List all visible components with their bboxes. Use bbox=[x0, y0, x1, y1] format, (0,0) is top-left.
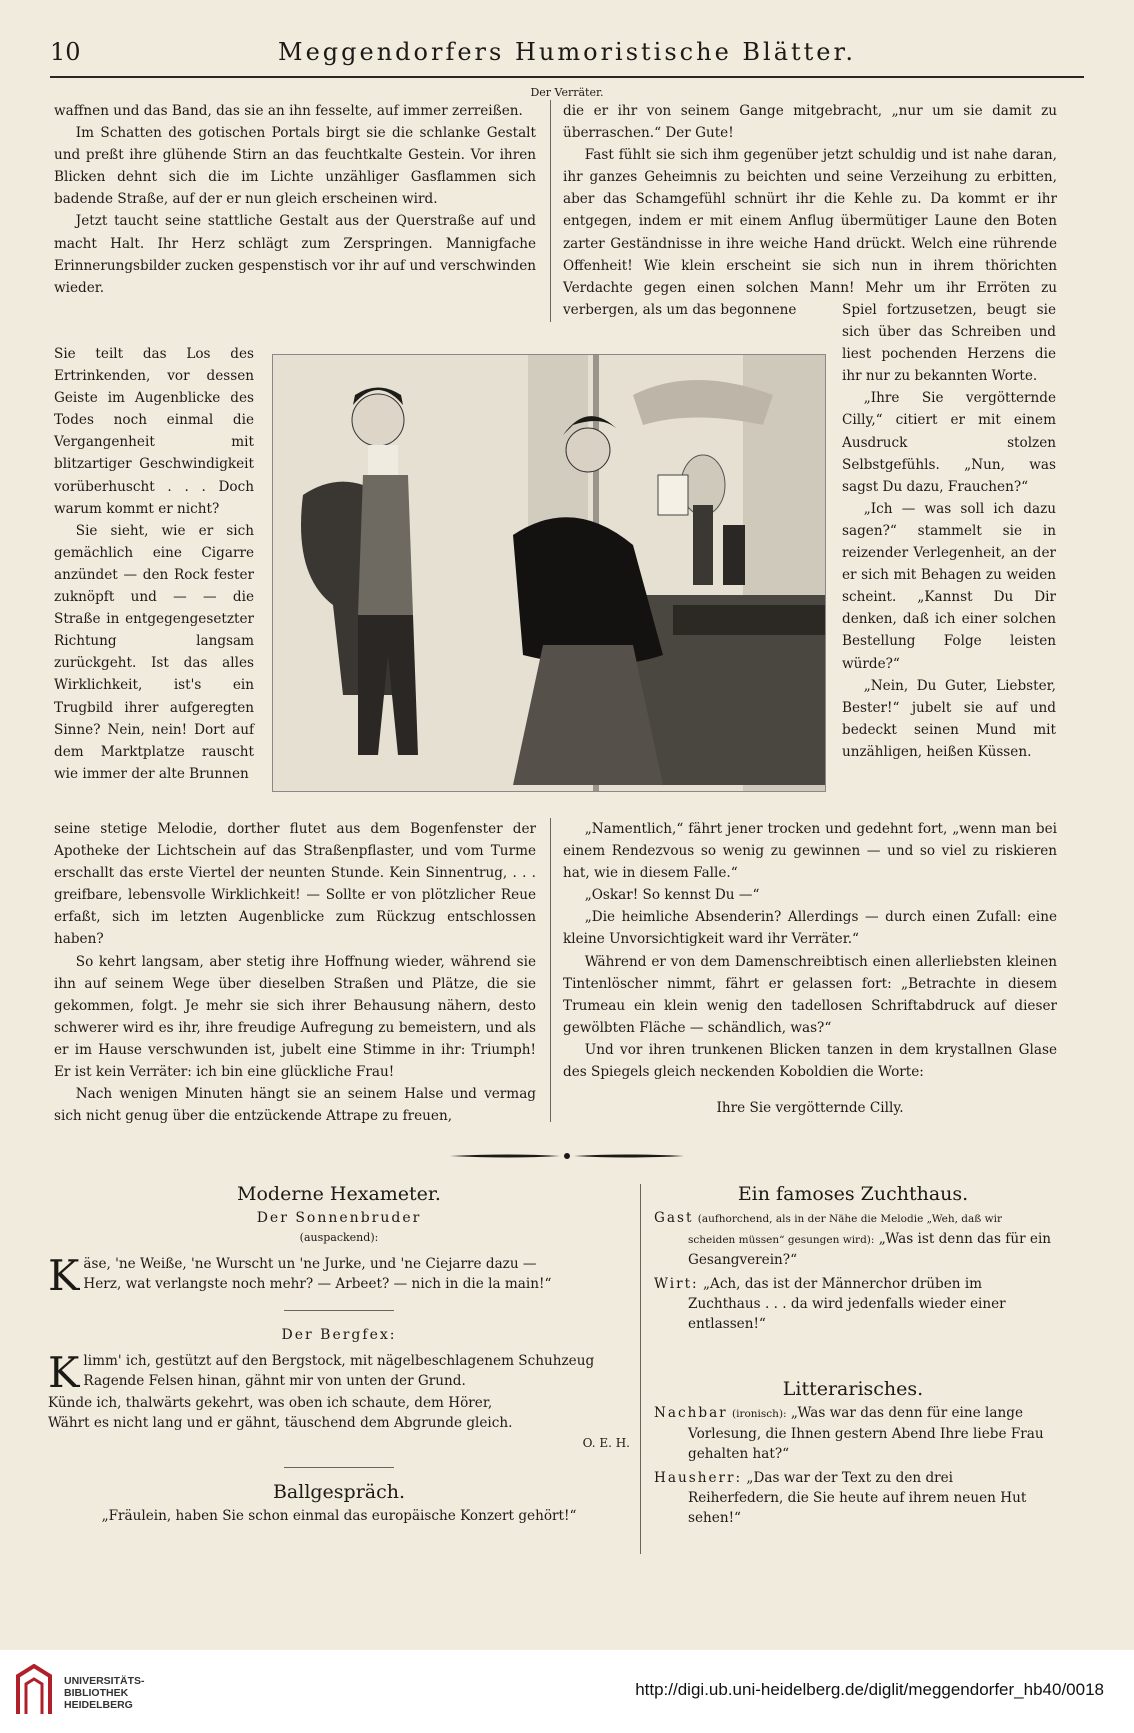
speaker-label: Wirt: bbox=[654, 1276, 699, 1292]
story-paragraph: So kehrt langsam, aber stetig ihre Hoffnung wieder, während sie ihn auf seinem Wege über dieselben Straßen und Plätze, die sie gekommen, folgt. Je mehr sie sich ihrer Behausung nähern, desto schwerer wird es ihr, ihre freudige Aufregung zu bemeistern, und als er im Hause verschwunden ist, jubelt eine Stimme in ihr: Triumph! Er ist kein Verräter: ich bin eine glückliche Frau! bbox=[54, 953, 536, 1081]
story-left-column bbox=[54, 100, 536, 299]
bergfex-verse bbox=[48, 1348, 630, 1433]
library-name-line: HEIDELBERG bbox=[64, 1699, 133, 1711]
story-paragraph: Fast fühlt sie sich ihm gegenüber jetzt schuldig und ist nahe daran, ihr ganzes Geheimnis zu beichten und seine Verzeihung zu erbitten, aber das Schamgefühl schnürt ihr die Kehle zu. Da kommt er ihr entgegen, indem er mit einem Anflug übermütiger Laune den Boten zarter Geständnisse in ihre weiche Hand drückt. Welch eine rührende Offenheit! Wie klein erscheint sie sich nun in ihrem thörichten Verdachte gegen einen solchen Mann! Mehr um ihr Erröten zu verbergen, als um das begonnene bbox=[563, 147, 1057, 318]
drop-cap: K bbox=[48, 1251, 80, 1300]
library-name-line: UNIVERSITÄTS- bbox=[64, 1675, 145, 1687]
hexameter-title: Moderne Hexameter. bbox=[237, 1183, 441, 1205]
verse-line: Währt es nicht lang und er gähnt, täuschend dem Abgrunde gleich. bbox=[48, 1415, 513, 1431]
sonnenbruder-note: (auspackend): bbox=[299, 1231, 379, 1244]
story-right-column bbox=[563, 100, 1057, 321]
zuchthaus-title: Ein famoses Zuchthaus. bbox=[737, 1183, 969, 1205]
story-paragraph: Während er von dem Damenschreibtisch einen allerliebsten kleinen Tintenlöscher nimmt, fährt er gelassen fort: „Betrachte in diesem Trumeau ein klein wenig den tadellosen Schriftabdruck auf dieser gewölbten Fläche — schändlich, was?“ bbox=[563, 953, 1057, 1036]
section-rule bbox=[284, 1310, 394, 1311]
page-number: 10 bbox=[50, 38, 81, 66]
verse-line: Künde ich, thalwärts gekehrt, was oben ich schaute, dem Hörer, bbox=[48, 1395, 493, 1411]
library-name bbox=[64, 1675, 145, 1711]
story-paragraph: Im Schatten des gotischen Portals birgt sie die schlanke Gestalt und preßt ihre glühende Stirn an das feuchtkalte Gestein. Vor ihren Blicken dehnt sich die im Lichte unzähliger Gasflammen sich badende Straße, auf der er nun gleich erscheinen wird. bbox=[54, 125, 536, 208]
story-title: Der Verräter. bbox=[530, 86, 604, 99]
litterarisches-title: Litterarisches. bbox=[782, 1378, 924, 1400]
page-header bbox=[50, 38, 1084, 72]
story-left-wrap bbox=[54, 343, 254, 785]
story-paragraph: „Ich — was soll ich dazu sagen?“ stammelt sie in reizender Verlegenheit, an der er sich mit Behagen zu weiden scheint. „Kannst Du Dir denken, daß ich einer solchen Bestellung Folge leisten würde?“ bbox=[842, 500, 1056, 672]
bergfex-title: Der Bergfex: bbox=[281, 1327, 397, 1343]
library-logo-icon bbox=[14, 1664, 54, 1718]
ballgespraech-line: „Fräulein, haben Sie schon einmal das europäische Konzert gehört!“ bbox=[101, 1508, 577, 1524]
section-rule bbox=[284, 1467, 394, 1468]
verse-line: limm' ich, gestützt auf den Bergstock, mit nägelbeschlagenem Schuhzeug bbox=[83, 1353, 595, 1369]
story-paragraph: seine stetige Melodie, dorther flutet aus dem Bogenfenster der Apotheke der Lichtschein auf das Straßenpflaster, und vom Turme erschallt das erste Viertel der neunten Stunde. Kein Sinnentrug, . . . greifbare, lebensvolle Wirklichkeit! — Sollte er von plötzlicher Reue erfaßt, sich im letzten Augenblicke zum Rückzug entschlossen haben? bbox=[54, 821, 536, 948]
stage-note: (aufhorchend, als in der Nähe die Melodie „Weh, daß wir scheiden müssen“ gesungen wird): bbox=[688, 1213, 1002, 1246]
column-separator bbox=[640, 1184, 641, 1554]
drop-cap: K bbox=[48, 1348, 80, 1397]
illustration-couple-image bbox=[273, 355, 825, 791]
story-paragraph: „Namentlich,“ fährt jener trocken und gedehnt fort, „wenn man bei einem Rendezvous so wenig zu gewinnen — und so viel zu riskieren hat, wie in diesem Falle.“ bbox=[563, 821, 1057, 882]
story-paragraph: Sie teilt das Los des Ertrinkenden, vor dessen Geiste im Augenblicke des Todes noch einmal die Vergangenheit mit blitzartiger Geschwindigkeit vorüberhuscht . . . Doch warum kommt er nicht? bbox=[54, 346, 254, 517]
story-paragraph: die er ihr von seinem Gange mitgebracht, „nur um sie damit zu überraschen.“ Der Gute! bbox=[563, 103, 1057, 142]
litterarisches-line bbox=[654, 1468, 1052, 1528]
story-lower-right bbox=[563, 818, 1057, 1119]
story-paragraph: Nach wenigen Minuten hängt sie an seinem Halse und vermag sich nicht genug über die entzückende Attrape zu freuen, bbox=[54, 1086, 536, 1125]
ornament-divider bbox=[450, 1151, 684, 1161]
stage-note: (ironisch): bbox=[732, 1408, 787, 1420]
zuchthaus-section bbox=[654, 1184, 1052, 1532]
header-rule bbox=[50, 76, 1084, 78]
sonnenbruder-verse bbox=[48, 1251, 630, 1300]
library-name-line: BIBLIOTHEK bbox=[64, 1687, 129, 1699]
story-lower-left bbox=[54, 818, 536, 1127]
story-signoff: Ihre Sie vergötternde Cilly. bbox=[716, 1100, 904, 1117]
hexameter-section bbox=[48, 1184, 630, 1526]
bergfex-signature: O. E. H. bbox=[582, 1436, 630, 1450]
source-url-link[interactable]: http://digi.ub.uni-heidelberg.de/diglit/meggendorfer_hb40/0018 bbox=[635, 1680, 1104, 1699]
zuchthaus-line bbox=[654, 1274, 1052, 1334]
story-paragraph: „Oskar! So kennst Du —“ bbox=[584, 887, 760, 904]
verse-line: Herz, wat verlangste noch mehr? — Arbeet? — nich in die la main!“ bbox=[83, 1276, 552, 1292]
ballgespraech-title: Ballgespräch. bbox=[272, 1481, 406, 1503]
story-paragraph: Sie sieht, wie er sich gemächlich eine Cigarre anzündet — den Rock fester zuknöpft und — — die Straße in entgegengesetzter Richtung langsam zurückgeht. Ist das alles Wirklichkeit, ist's ein Trugbild ihrer aufgeregten Sinne? Nein, nein! Dort auf dem Marktplatze rauscht wie immer der alte Brunnen bbox=[54, 522, 254, 782]
story-right-wrap bbox=[842, 299, 1056, 763]
story-paragraph: „Nein, Du Guter, Liebster, Bester!“ jubelt sie auf und bedeckt seinen Mund mit unzähligen, heißen Küssen. bbox=[842, 677, 1056, 760]
verse-line: äse, 'ne Weiße, 'ne Wurscht un 'ne Jurke, und 'ne Ciejarre dazu — bbox=[83, 1256, 537, 1272]
dialogue-text: „Was ist denn das für ein Gesangverein?“ bbox=[688, 1231, 1052, 1268]
speaker-label: Nachbar bbox=[654, 1405, 728, 1421]
dialogue-text: „Das war der Text zu den drei Reiherfedern, die Sie heute auf ihrem neuen Hut sehen!“ bbox=[688, 1470, 1027, 1526]
speaker-label: Hausherr: bbox=[654, 1470, 743, 1486]
story-paragraph: Spiel fortzusetzen, beugt sie sich über das Schreiben und liest pochenden Herzens die ihr nur zu bekannten Worte. bbox=[842, 302, 1056, 385]
sonnenbruder-title: Der Sonnenbruder bbox=[256, 1210, 422, 1226]
story-paragraph: „Ihre Sie vergötternde Cilly,“ citiert er mit einem Ausdruck stolzen Selbstgefühls. „Nun, was sagst Du dazu, Frauchen?“ bbox=[842, 390, 1056, 495]
story-paragraph: Und vor ihren trunkenen Blicken tanzen in dem krystallnen Glase des Spiegels gleich neckenden Koboldien die Worte: bbox=[563, 1041, 1057, 1081]
journal-title: Meggendorfers Humoristische Blätter. bbox=[278, 38, 856, 66]
story-paragraph: „Die heimliche Absenderin? Allerdings — durch einen Zufall: eine kleine Unvorsichtigkeit ward ihr Verräter.“ bbox=[563, 909, 1057, 948]
column-separator bbox=[550, 818, 551, 1122]
story-illustration bbox=[272, 354, 826, 792]
story-paragraph: waffnen und das Band, das sie an ihn fesselte, auf immer zerreißen. bbox=[54, 103, 523, 119]
library-footer bbox=[0, 1650, 1134, 1733]
column-separator bbox=[550, 100, 551, 322]
dialogue-text: „Ach, das ist der Männerchor drüben im Zuchthaus . . . da wird jedenfalls wieder einer entlassen!“ bbox=[688, 1276, 1006, 1332]
litterarisches-line bbox=[654, 1403, 1052, 1464]
speaker-label: Gast bbox=[654, 1210, 694, 1226]
dialogue-text: „Was war das denn für eine lange Vorlesung, die Ihnen gestern Abend Ihre liebe Frau gehalten hat?“ bbox=[688, 1405, 1044, 1462]
zuchthaus-line bbox=[654, 1208, 1052, 1270]
story-paragraph: Jetzt taucht seine stattliche Gestalt aus der Querstraße auf und macht Halt. Ihr Herz schlägt zum Zerspringen. Mannigfache Erinnerungsbilder zucken gespenstisch vor ihr auf und verschwinden wieder. bbox=[54, 213, 536, 296]
verse-line: Ragende Felsen hinan, gähnt mir von unten der Grund. bbox=[83, 1373, 466, 1389]
